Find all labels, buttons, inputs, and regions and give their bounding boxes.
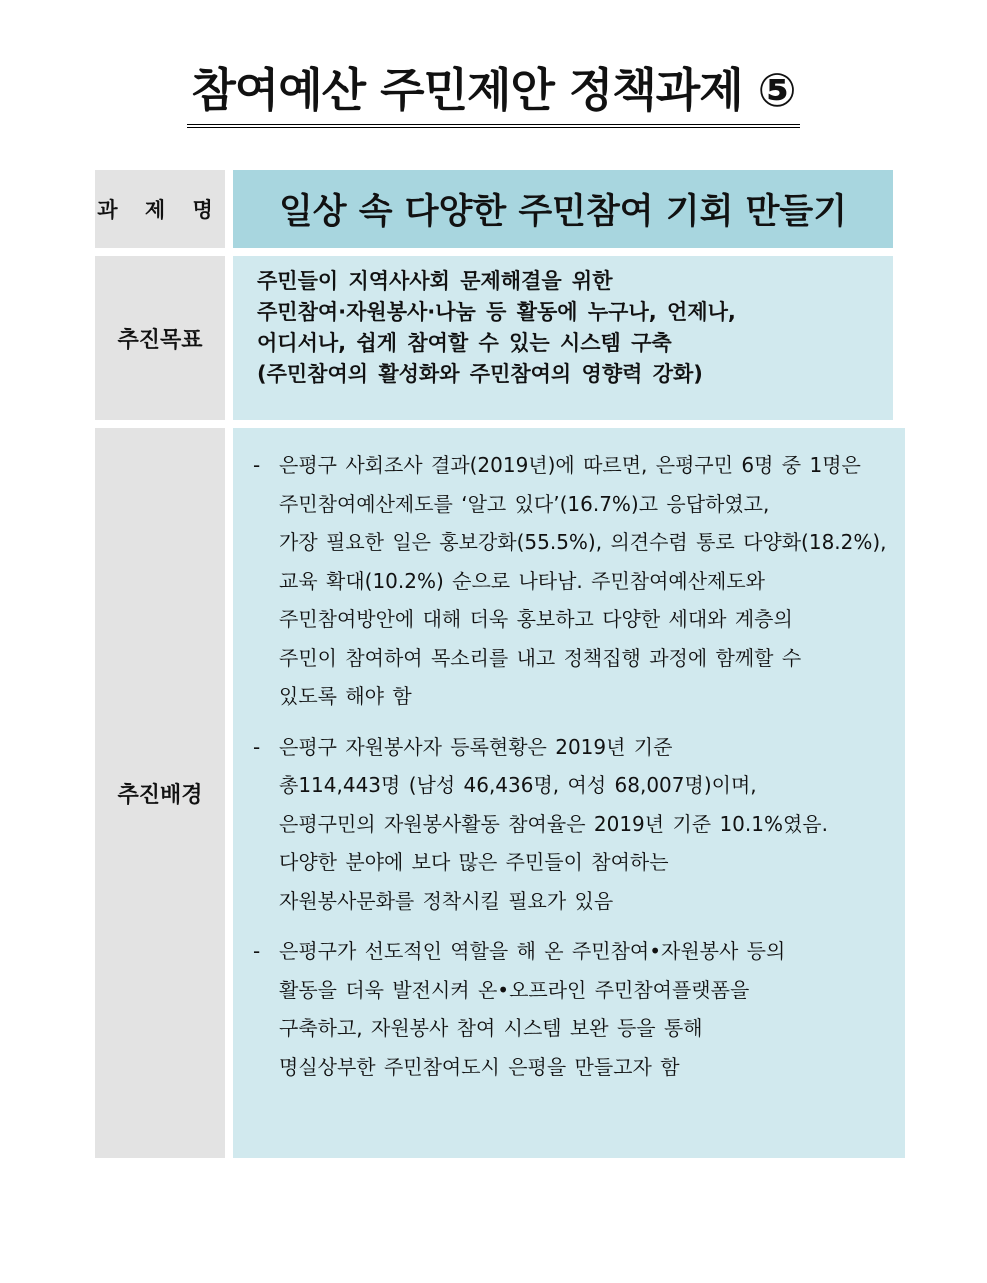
policy-table — [95, 170, 893, 1166]
paragraph-line: 총114,443명 (남성 46,436명, 여성 68,007명)이며, — [279, 773, 757, 797]
paragraph-line: 주민참여방안에 대해 더욱 홍보하고 다양한 세대와 계층의 — [279, 607, 793, 631]
paragraph-line: 활동을 더욱 발전시켜 온•오프라인 주민참여플랫폼을 — [279, 977, 750, 1002]
goal-line: (주민참여의 활성화와 주민참여의 영향력 강화) — [257, 362, 703, 386]
background-content — [233, 428, 905, 1158]
goal-label: 추진목표 — [95, 256, 225, 420]
paragraph-line: 명실상부한 주민참여도시 은평을 만들고자 함 — [279, 1054, 680, 1079]
row-goal — [95, 256, 893, 420]
background-paragraph-3 — [253, 932, 887, 1086]
paragraph-line: 가장 필요한 일은 홍보강화(55.5%), 의견수렴 통로 다양화(18.2%), — [279, 530, 887, 554]
paragraph-line: 다양한 분야에 보다 많은 주민들이 참여하는 — [279, 850, 669, 874]
task-name-value: 일상 속 다양한 주민참여 기회 만들기 — [233, 170, 893, 248]
paragraph-line: 주민이 참여하여 목소리를 내고 정책집행 과정에 함께할 수 — [279, 645, 802, 670]
background-paragraph-2 — [253, 728, 887, 921]
paragraph-line: - 은평구가 선도적인 역할을 해 온 주민참여•자원봉사 등의 — [253, 932, 887, 971]
paragraph-line: - 은평구 사회조사 결과(2019년)에 따르면, 은평구민 6명 중 1명은 — [253, 446, 887, 485]
background-paragraph-1 — [253, 446, 887, 716]
paragraph-line: 자원봉사문화를 정착시킬 필요가 있음 — [279, 888, 614, 913]
goal-line: 주민들이 지역사사회 문제해결을 위한 — [257, 269, 613, 293]
goal-content — [233, 256, 893, 420]
paragraph-line: 은평구민의 자원봉사활동 참여율은 2019년 기준 10.1%였음. — [279, 811, 828, 836]
row-background — [95, 428, 893, 1158]
paragraph-line: 있도록 해야 함 — [279, 684, 412, 708]
goal-line: 어디서나, 쉽게 참여할 수 있는 시스템 구축 — [257, 331, 672, 355]
paragraph-line: 주민참여예산제도를 ‘알고 있다’(16.7%)고 응답하였고, — [279, 491, 770, 516]
paragraph-line: 구축하고, 자원봉사 참여 시스템 보완 등을 통해 — [279, 1016, 703, 1040]
background-label: 추진배경 — [95, 428, 225, 1158]
paragraph-line: 교육 확대(10.2%) 순으로 나타남. 주민참여예산제도와 — [279, 568, 766, 593]
document-title-text: 참여예산 주민제안 정책과제 ⑤ — [187, 62, 799, 128]
row-task-name — [95, 170, 893, 248]
paragraph-line: - 은평구 자원봉사자 등록현황은 2019년 기준 — [253, 728, 887, 767]
task-name-label: 과 제 명 — [95, 170, 225, 248]
goal-line: 주민참여·자원봉사·나눔 등 활동에 누구나, 언제나, — [257, 300, 736, 324]
document-title — [0, 62, 987, 128]
